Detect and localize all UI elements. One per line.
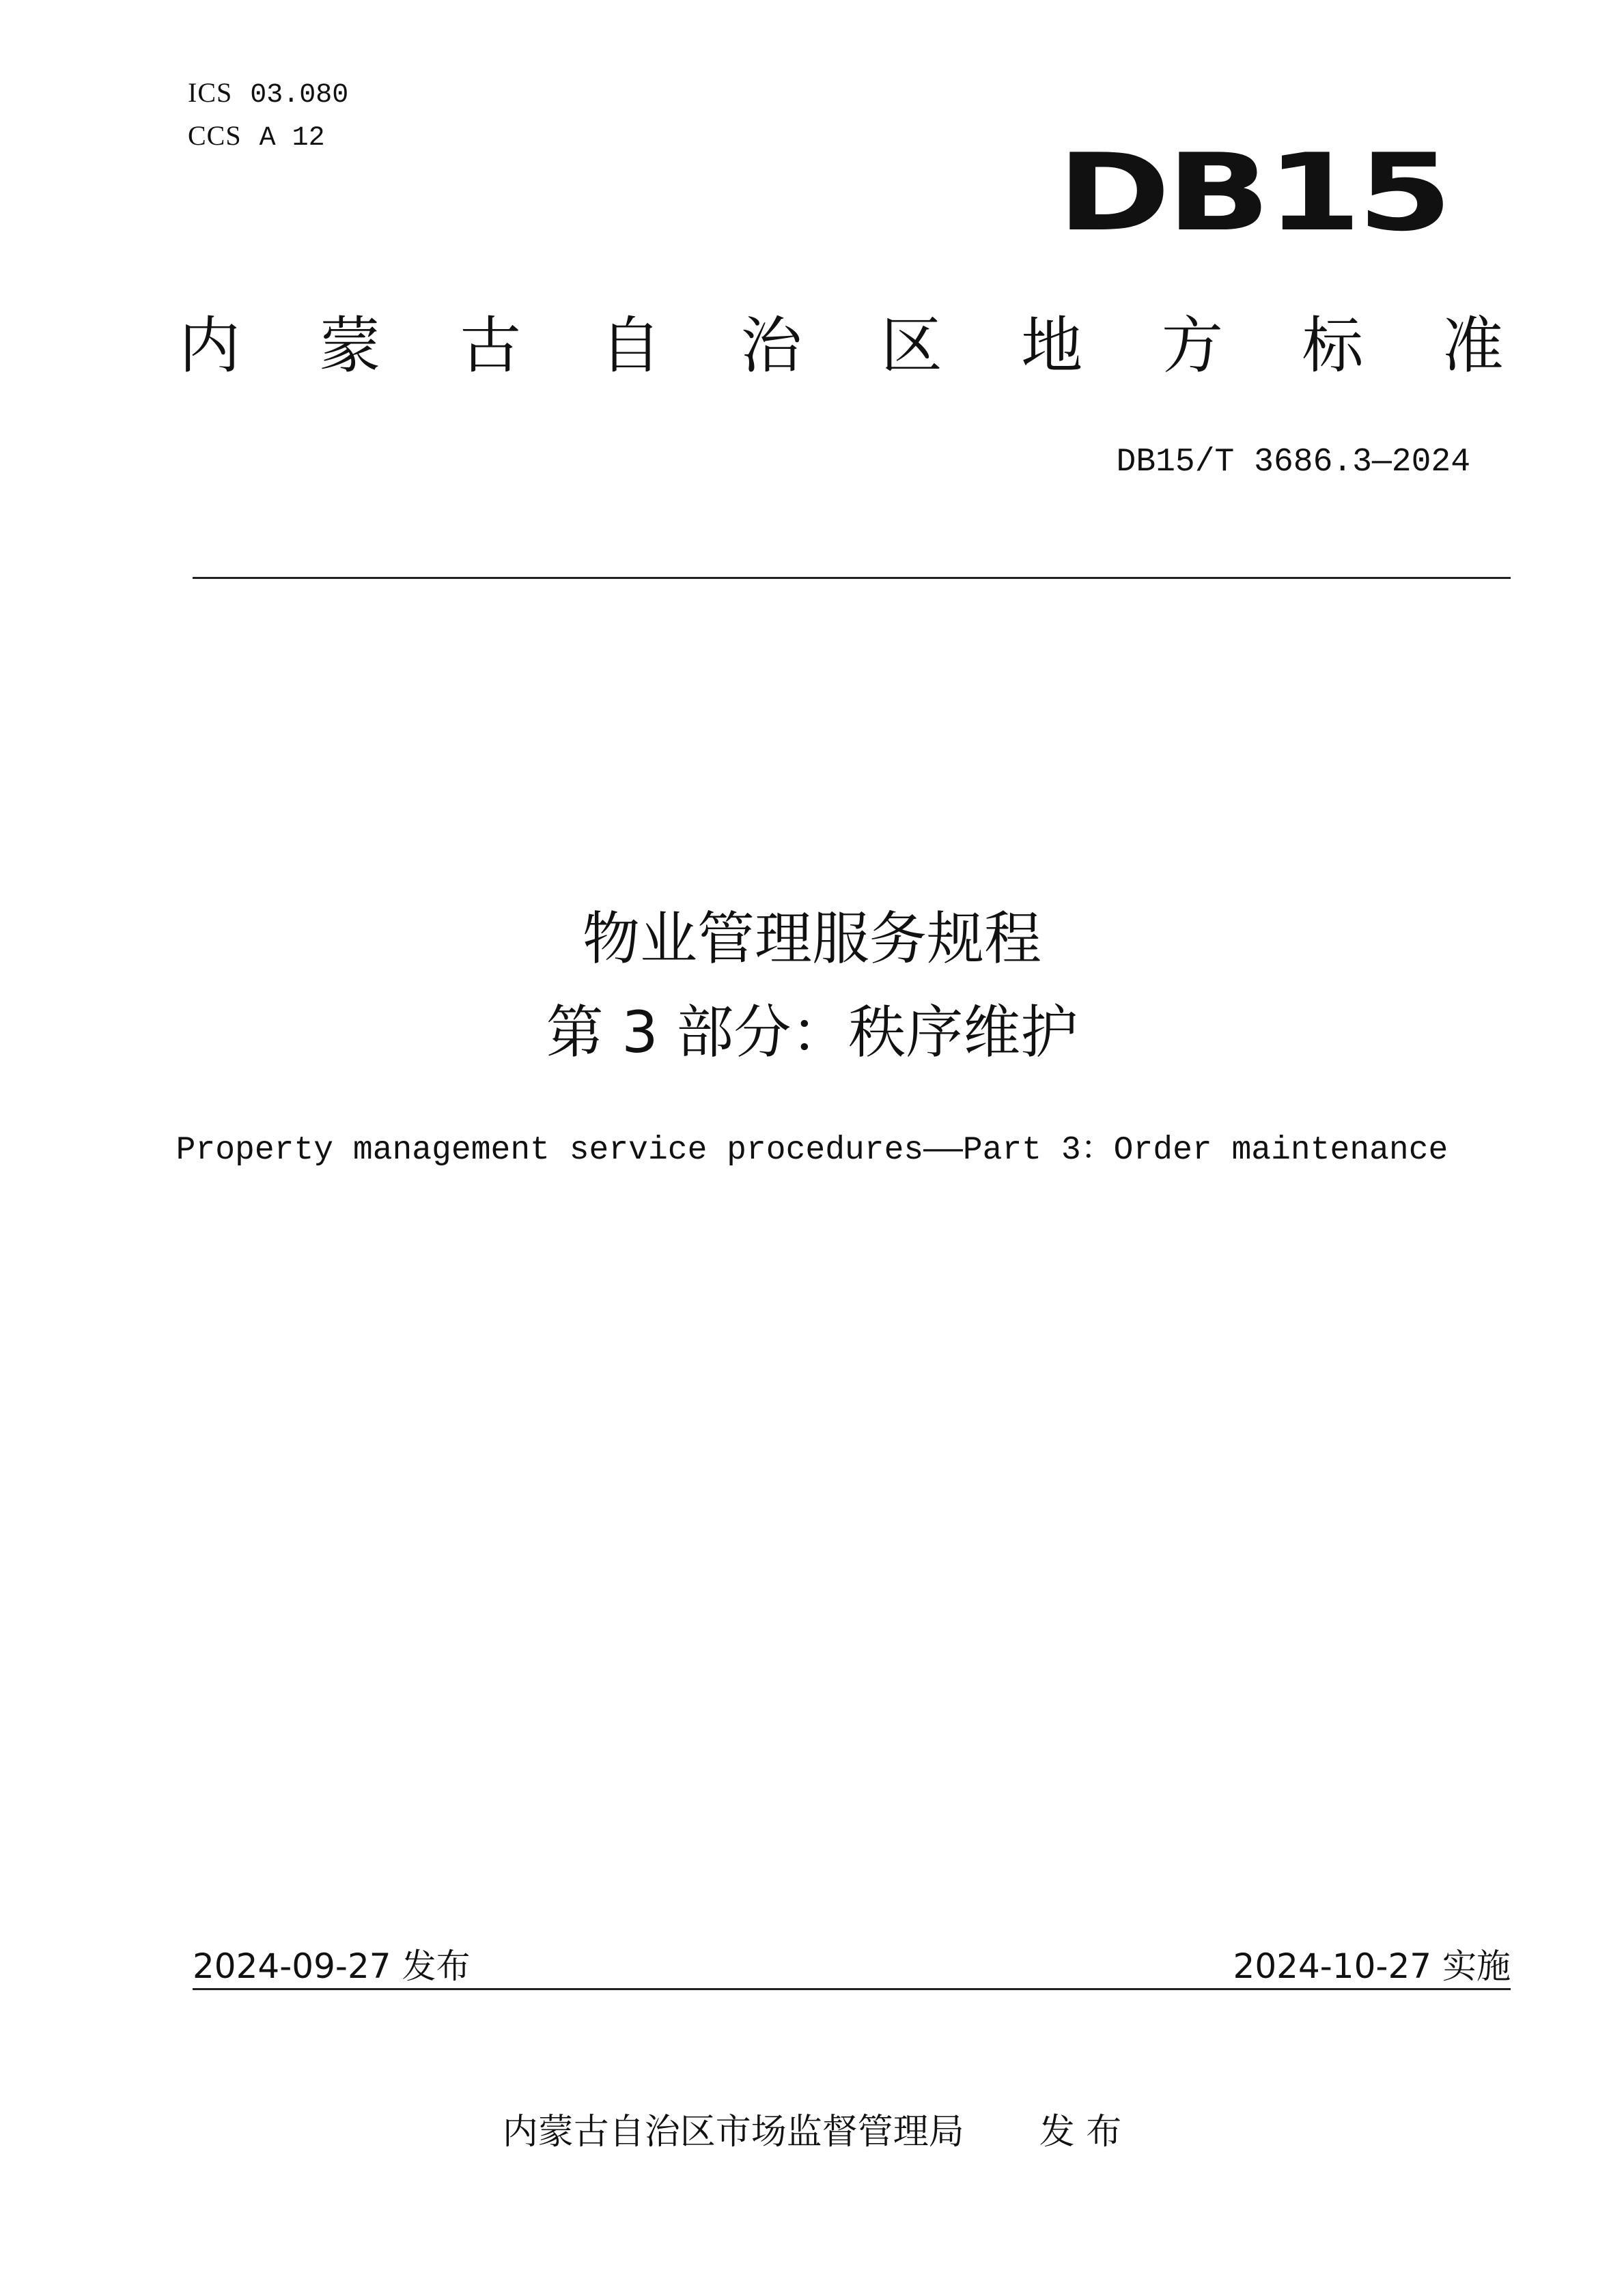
title-zh-line2: 第 3 部分：秩序维护 bbox=[546, 999, 1078, 1066]
standard-number: DB15/T 3686.3—2024 bbox=[1116, 444, 1470, 481]
implementation-date: 2024-10-27 实施 bbox=[1233, 1946, 1511, 1986]
ics-code bbox=[188, 76, 348, 111]
title-en: Property management service procedures——Part 3：Order maintenance bbox=[176, 1132, 1448, 1169]
standard-type-char: 标 bbox=[1302, 310, 1364, 382]
standard-type-char: 蒙 bbox=[319, 310, 381, 382]
ccs-label: CCS bbox=[188, 120, 242, 151]
standard-type-char: 准 bbox=[1442, 310, 1504, 382]
standard-type-char: 方 bbox=[1161, 310, 1223, 382]
issuer-line bbox=[0, 2103, 1624, 2154]
issue-date: 2024-09-27 发布 bbox=[193, 1946, 471, 1986]
standard-type-char: 自 bbox=[600, 310, 662, 382]
standard-type-char: 区 bbox=[880, 310, 942, 382]
ics-label: ICS bbox=[188, 77, 233, 108]
issuer-name: 内蒙古自治区市场监督管理局 bbox=[502, 2112, 964, 2153]
ccs-value: A 12 bbox=[259, 123, 325, 154]
standard-type-char: 内 bbox=[179, 310, 240, 382]
bottom-divider bbox=[193, 1988, 1511, 1990]
standard-type-char: 古 bbox=[460, 310, 522, 382]
ccs-code bbox=[188, 119, 325, 154]
ics-value: 03.080 bbox=[250, 80, 349, 111]
issuer-action: 发 布 bbox=[1039, 2112, 1122, 2153]
standard-type-title bbox=[179, 310, 1504, 382]
title-zh-line1: 物业管理服务规程 bbox=[582, 905, 1041, 972]
standard-type-char: 地 bbox=[1021, 310, 1083, 382]
standard-type-char: 治 bbox=[740, 310, 802, 382]
db15-logo: DB15 bbox=[1057, 130, 1448, 255]
top-divider bbox=[193, 577, 1511, 579]
